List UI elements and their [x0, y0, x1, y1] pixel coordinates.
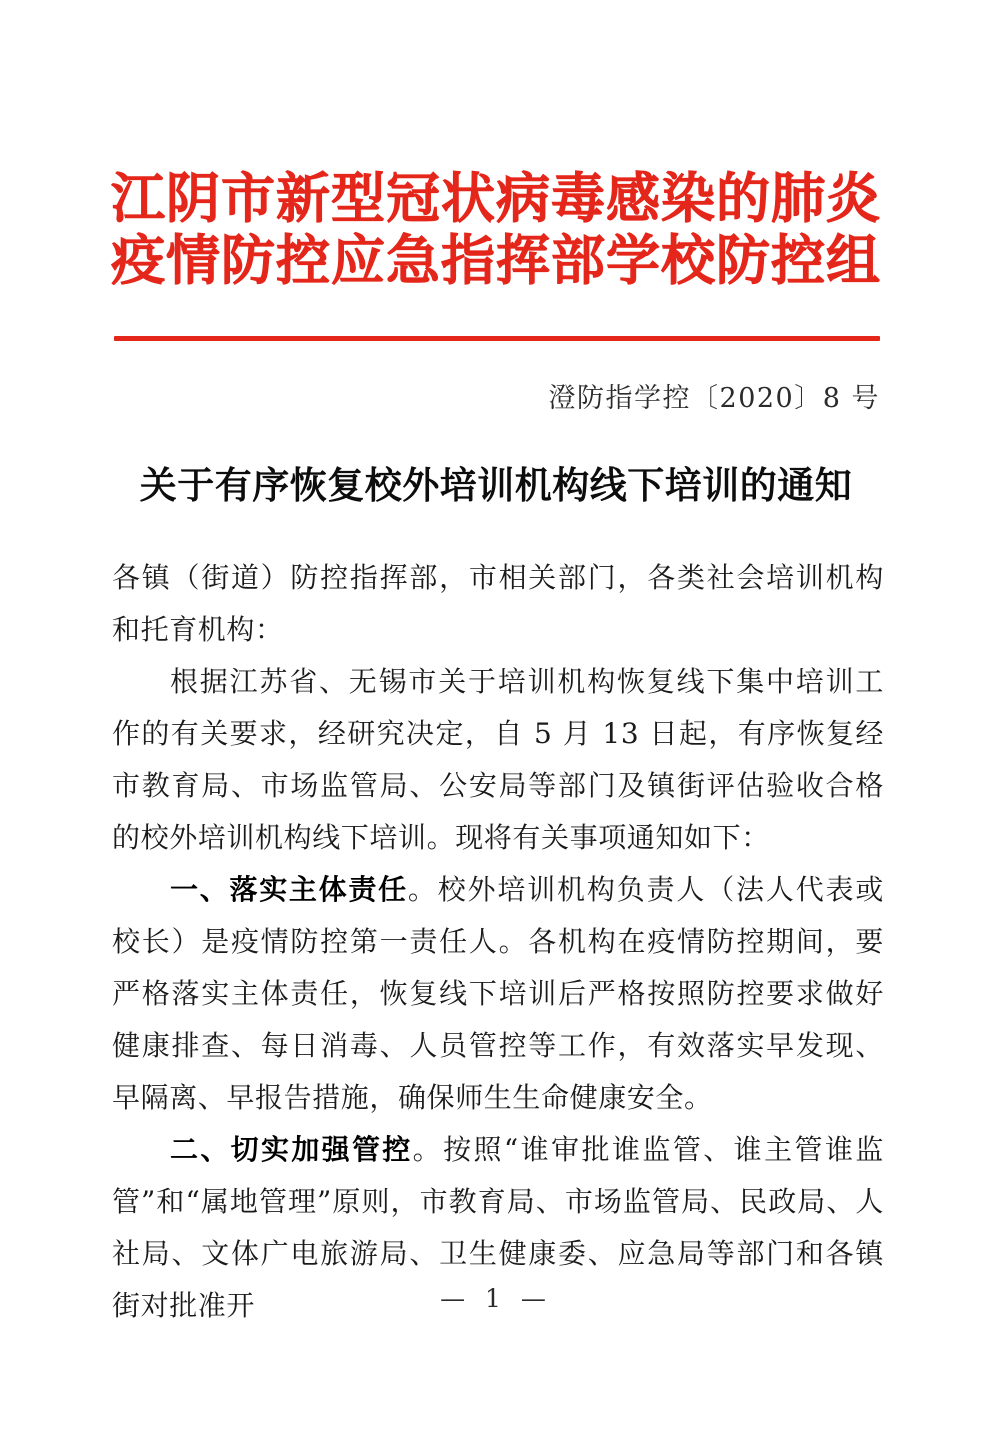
letterhead-line-1: 江阴市新型冠状病毒感染的肺炎 — [111, 167, 881, 230]
section-heading-2: 二、切实加强管控 — [170, 1133, 413, 1166]
page-title: 关于有序恢复校外培训机构线下培训的通知 — [139, 463, 853, 507]
page-number-footer: — 1 — — [440, 1284, 552, 1313]
salutation: 各镇（街道）防控指挥部，市相关部门，各类社会培训机构和托育机构： — [112, 561, 884, 646]
document-body — [112, 552, 884, 1332]
section-paragraph-1 — [112, 864, 884, 1124]
document-number: 澄防指学控〔2020〕8 号 — [548, 383, 880, 414]
letterhead-red-rule — [114, 336, 880, 341]
letterhead-line-2: 疫情防控应急指挥部学校防控组 — [111, 229, 881, 292]
section-text-2: 。按照“谁审批谁监管、谁主管谁监管”和“属地管理”原则，市教育局、市场监管局、民政局、人社局、文体广电旅游局、卫生健康委、应急局等部门和各镇街对批准开 — [112, 1133, 884, 1322]
letterhead — [0, 168, 992, 292]
intro-paragraph: 根据江苏省、无锡市关于培训机构恢复线下集中培训工作的有关要求，经研究决定，自 5 月 13 日起，有序恢复经市教育局、市场监管局、公安局等部门及镇街评估验收合格的校外培训机构线下培训。现将有关事项通知如下： — [112, 665, 884, 854]
section-text-1: 。校外培训机构负责人（法人代表或校长）是疫情防控第一责任人。各机构在疫情防控期间，要严格落实主体责任，恢复线下培训后严格按照防控要求做好健康排查、每日消毒、人员管控等工作，有效落实早发现、早隔离、早报告措施，确保师生生命健康安全。 — [112, 873, 884, 1114]
section-heading-1: 一、落实主体责任 — [170, 873, 408, 906]
